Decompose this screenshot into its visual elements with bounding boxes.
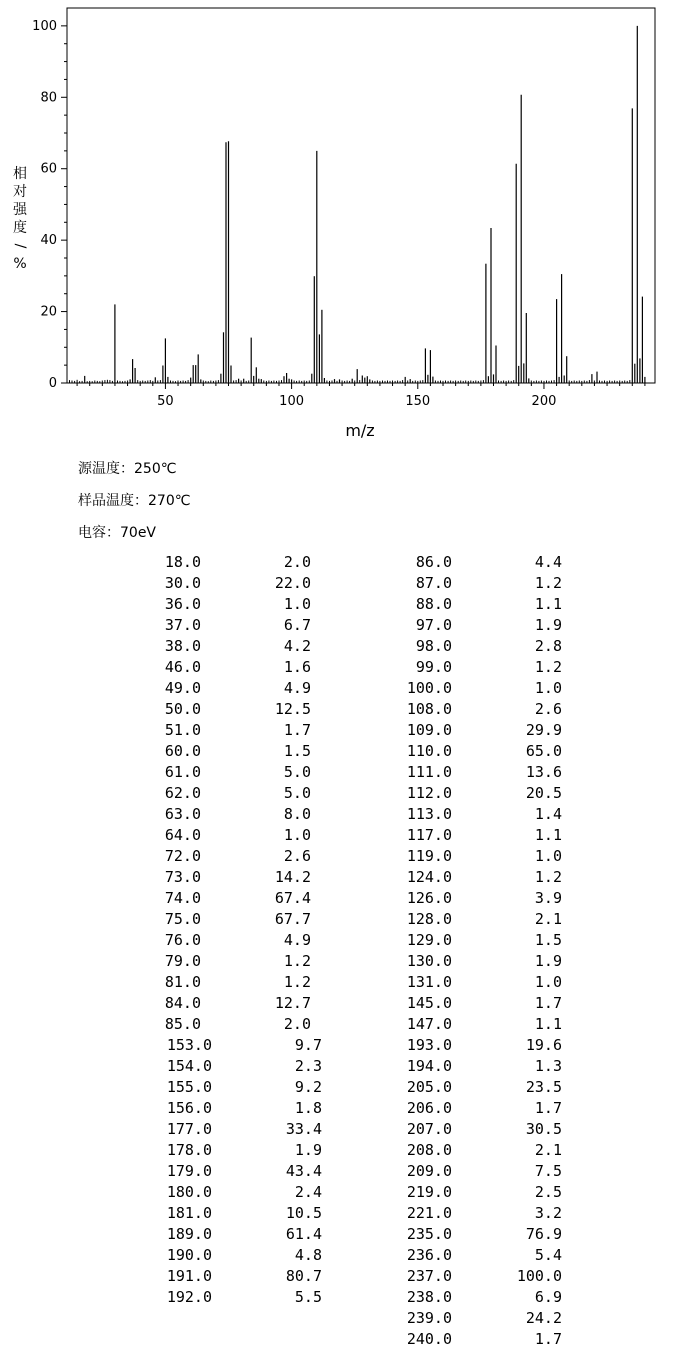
peak-abundance: 12.5: [274, 700, 311, 718]
peak-table-row: [0, 1077, 680, 1098]
peak-mz: 98.0: [415, 637, 452, 655]
mass-spectrum-chart: [0, 0, 680, 450]
peak-table-row: [0, 1329, 680, 1350]
peak-abundance: 1.2: [283, 952, 311, 970]
peak-mz: 193.0: [406, 1036, 452, 1054]
peak-abundance: 2.6: [283, 847, 311, 865]
peak-mz: 190.0: [166, 1246, 212, 1264]
peak-abundance: 13.6: [525, 763, 562, 781]
peak-mz: 154.0: [166, 1057, 212, 1075]
peak-abundance: 1.0: [283, 826, 311, 844]
peak-table-row: [0, 993, 680, 1014]
peak-abundance: 3.9: [534, 889, 562, 907]
peak-mz: 38.0: [164, 637, 201, 655]
peak-table-row: [0, 1266, 680, 1287]
peak-abundance: 4.4: [534, 553, 562, 571]
peak-mz: 153.0: [166, 1036, 212, 1054]
peak-mz: 113.0: [406, 805, 452, 823]
peak-abundance: 1.9: [534, 616, 562, 634]
peak-mz: 51.0: [164, 721, 201, 739]
peak-abundance: 23.5: [525, 1078, 562, 1096]
peak-table-row: [0, 657, 680, 678]
peak-mz: 207.0: [406, 1120, 452, 1138]
peak-mz: 75.0: [164, 910, 201, 928]
peak-table-row: [0, 1245, 680, 1266]
peak-mz: 180.0: [166, 1183, 212, 1201]
peak-abundance: 20.5: [525, 784, 562, 802]
y-axis-label-char: %: [13, 256, 27, 272]
peak-mz: 192.0: [166, 1288, 212, 1306]
peak-mz: 178.0: [166, 1141, 212, 1159]
peak-abundance: 1.0: [534, 679, 562, 697]
peak-mz: 86.0: [415, 553, 452, 571]
peak-table-row: [0, 1182, 680, 1203]
peak-mz: 219.0: [406, 1183, 452, 1201]
peak-mz: 236.0: [406, 1246, 452, 1264]
peak-table-row: [0, 1119, 680, 1140]
peak-mz: 145.0: [406, 994, 452, 1012]
peak-mz: 239.0: [406, 1309, 452, 1327]
peak-abundance: 4.9: [283, 931, 311, 949]
y-tick-label: 80: [40, 90, 57, 106]
peak-mz: 79.0: [164, 952, 201, 970]
peak-table-row: [0, 804, 680, 825]
condition-electron-energy: [78, 522, 156, 542]
peak-abundance: 1.2: [534, 574, 562, 592]
peak-mz: 240.0: [406, 1330, 452, 1348]
peak-table-row: [0, 573, 680, 594]
peak-abundance: 5.0: [283, 763, 311, 781]
peak-table-row: [0, 1056, 680, 1077]
condition-label: 电容：: [78, 525, 120, 541]
peak-mz: 238.0: [406, 1288, 452, 1306]
y-axis-label-char: 相: [13, 166, 27, 182]
peak-bars: [70, 26, 645, 383]
peak-table-row: [0, 1308, 680, 1329]
peak-mz: 126.0: [406, 889, 452, 907]
x-tick-label: 100: [279, 394, 305, 409]
peak-mz: 130.0: [406, 952, 452, 970]
peak-mz: 129.0: [406, 931, 452, 949]
peak-abundance: 19.6: [525, 1036, 562, 1054]
peak-abundance: 9.2: [294, 1078, 322, 1096]
condition-value: 250℃: [134, 461, 177, 477]
y-tick-label: 60: [40, 161, 57, 177]
peak-abundance: 1.7: [534, 1099, 562, 1117]
y-tick-label: 0: [48, 376, 57, 391]
peak-table-row: [0, 930, 680, 951]
peak-table-row: [0, 615, 680, 636]
peak-abundance: 1.1: [534, 595, 562, 613]
peak-mz: 87.0: [415, 574, 452, 592]
peak-mz: 97.0: [415, 616, 452, 634]
peak-mz: 61.0: [164, 763, 201, 781]
peak-table-row: [0, 1224, 680, 1245]
peak-table-row: [0, 1203, 680, 1224]
condition-label: 源温度：: [78, 461, 134, 477]
peak-abundance: 1.7: [534, 994, 562, 1012]
peak-mz: 208.0: [406, 1141, 452, 1159]
peak-mz: 88.0: [415, 595, 452, 613]
peak-abundance: 61.4: [285, 1225, 322, 1243]
x-tick-label: 150: [405, 394, 431, 409]
condition-sample-temperature: [78, 490, 190, 510]
peak-abundance: 1.0: [283, 595, 311, 613]
peak-table-row: [0, 783, 680, 804]
peak-table-row: [0, 888, 680, 909]
peak-abundance: 8.0: [283, 805, 311, 823]
peak-mz: 147.0: [406, 1015, 452, 1033]
peak-mz: 85.0: [164, 1015, 201, 1033]
peak-abundance: 10.5: [285, 1204, 322, 1222]
x-tick-label: 200: [531, 394, 557, 409]
peak-abundance: 2.0: [283, 553, 311, 571]
peak-mz: 18.0: [164, 553, 201, 571]
peak-abundance: 1.4: [534, 805, 562, 823]
peak-mz: 64.0: [164, 826, 201, 844]
peak-abundance: 4.9: [283, 679, 311, 697]
peak-mz: 72.0: [164, 847, 201, 865]
peak-abundance: 65.0: [525, 742, 562, 760]
peak-mz: 155.0: [166, 1078, 212, 1096]
peak-mz: 119.0: [406, 847, 452, 865]
peak-abundance: 1.3: [534, 1057, 562, 1075]
peak-mz: 156.0: [166, 1099, 212, 1117]
peak-table-row: [0, 972, 680, 993]
peak-abundance: 1.7: [534, 1330, 562, 1348]
peak-abundance: 2.1: [534, 1141, 562, 1159]
peak-mz: 73.0: [164, 868, 201, 886]
peak-mz: 81.0: [164, 973, 201, 991]
peak-abundance: 2.5: [534, 1183, 562, 1201]
peak-abundance: 2.4: [294, 1183, 322, 1201]
peak-abundance: 1.1: [534, 1015, 562, 1033]
peak-abundance: 2.1: [534, 910, 562, 928]
peak-mz: 189.0: [166, 1225, 212, 1243]
peak-mz: 194.0: [406, 1057, 452, 1075]
peak-table-row: [0, 552, 680, 573]
peak-abundance: 1.2: [283, 973, 311, 991]
peak-table-row: [0, 678, 680, 699]
y-axis-label-char: 对: [13, 184, 27, 200]
peak-mz: 37.0: [164, 616, 201, 634]
peak-mz: 84.0: [164, 994, 201, 1012]
peak-abundance: 1.5: [534, 931, 562, 949]
peak-abundance: 1.1: [534, 826, 562, 844]
peak-table-row: [0, 720, 680, 741]
peak-table-row: [0, 1035, 680, 1056]
peak-abundance: 1.6: [283, 658, 311, 676]
peak-mz: 62.0: [164, 784, 201, 802]
peak-abundance: 6.9: [534, 1288, 562, 1306]
y-axis-label-char: /: [12, 243, 28, 249]
peak-abundance: 1.7: [283, 721, 311, 739]
peak-table-row: [0, 636, 680, 657]
peak-mz: 111.0: [406, 763, 452, 781]
peak-abundance: 30.5: [525, 1120, 562, 1138]
peak-mz: 30.0: [164, 574, 201, 592]
peak-mz: 110.0: [406, 742, 452, 760]
y-tick-label: 100: [32, 18, 57, 34]
plot-frame: [67, 8, 655, 383]
peak-mz: 46.0: [164, 658, 201, 676]
peak-mz: 76.0: [164, 931, 201, 949]
peak-abundance: 1.2: [534, 658, 562, 676]
peak-mz: 109.0: [406, 721, 452, 739]
peak-mz: 177.0: [166, 1120, 212, 1138]
peak-mz: 131.0: [406, 973, 452, 991]
peak-mz: 235.0: [406, 1225, 452, 1243]
peak-table-row: [0, 1098, 680, 1119]
peak-mz: 221.0: [406, 1204, 452, 1222]
peak-abundance: 2.8: [534, 637, 562, 655]
y-tick-label: 40: [40, 233, 57, 249]
peak-abundance: 1.8: [294, 1099, 322, 1117]
peak-mz: 179.0: [166, 1162, 212, 1180]
peak-mz: 108.0: [406, 700, 452, 718]
peak-mz: 128.0: [406, 910, 452, 928]
peak-abundance: 7.5: [534, 1162, 562, 1180]
peak-mz: 209.0: [406, 1162, 452, 1180]
condition-value: 270℃: [148, 493, 191, 509]
peak-abundance: 22.0: [274, 574, 311, 592]
peak-abundance: 1.0: [534, 847, 562, 865]
peak-abundance: 1.9: [294, 1141, 322, 1159]
peak-abundance: 33.4: [285, 1120, 322, 1138]
peak-abundance: 2.6: [534, 700, 562, 718]
peak-mz: 191.0: [166, 1267, 212, 1285]
peak-mz: 206.0: [406, 1099, 452, 1117]
condition-value: 70eV: [120, 525, 157, 541]
y-axis-label-char: 度: [13, 220, 27, 236]
peak-mz: 99.0: [415, 658, 452, 676]
peak-table-row: [0, 1014, 680, 1035]
peak-mz: 60.0: [164, 742, 201, 760]
peak-table-row: [0, 1287, 680, 1308]
peak-table-row: [0, 867, 680, 888]
peak-mz: 63.0: [164, 805, 201, 823]
peak-abundance: 67.7: [274, 910, 311, 928]
peak-table-row: [0, 1140, 680, 1161]
y-axis-label: [12, 165, 28, 272]
peak-table-row: [0, 846, 680, 867]
peak-mz: 237.0: [406, 1267, 452, 1285]
peak-abundance: 4.2: [283, 637, 311, 655]
peak-abundance: 5.5: [294, 1288, 322, 1306]
x-tick-label: 50: [157, 394, 174, 409]
x-axis-ticks: [77, 383, 645, 409]
peak-mz: 205.0: [406, 1078, 452, 1096]
peak-abundance: 1.0: [534, 973, 562, 991]
peak-abundance: 1.5: [283, 742, 311, 760]
peak-table-row: [0, 909, 680, 930]
peak-mz: 74.0: [164, 889, 201, 907]
condition-label: 样品温度：: [78, 493, 148, 509]
peak-mz: 49.0: [164, 679, 201, 697]
peak-mz: 50.0: [164, 700, 201, 718]
peak-abundance: 14.2: [274, 868, 311, 886]
peak-abundance: 5.4: [534, 1246, 562, 1264]
peak-table-row: [0, 741, 680, 762]
peak-abundance: 2.3: [294, 1057, 322, 1075]
peak-table-row: [0, 825, 680, 846]
peak-table-row: [0, 951, 680, 972]
peak-mz: 112.0: [406, 784, 452, 802]
peak-abundance: 100.0: [516, 1267, 562, 1285]
y-tick-label: 20: [40, 304, 57, 320]
peak-abundance: 3.2: [534, 1204, 562, 1222]
y-axis-label-char: 强: [13, 202, 27, 218]
peak-abundance: 80.7: [285, 1267, 322, 1285]
peak-abundance: 6.7: [283, 616, 311, 634]
peak-mz: 117.0: [406, 826, 452, 844]
y-axis-ticks: [32, 19, 67, 391]
peak-table-row: [0, 762, 680, 783]
peak-abundance: 4.8: [294, 1246, 322, 1264]
peak-abundance: 43.4: [285, 1162, 322, 1180]
peak-table-row: [0, 699, 680, 720]
peak-abundance: 76.9: [525, 1225, 562, 1243]
peak-abundance: 9.7: [294, 1036, 322, 1054]
peak-abundance: 5.0: [283, 784, 311, 802]
peak-table-row: [0, 1161, 680, 1182]
peak-abundance: 12.7: [274, 994, 311, 1012]
peak-mz: 36.0: [164, 595, 201, 613]
peak-mz: 124.0: [406, 868, 452, 886]
peak-mz: 100.0: [406, 679, 452, 697]
peak-abundance: 2.0: [283, 1015, 311, 1033]
peak-abundance: 24.2: [525, 1309, 562, 1327]
peak-abundance: 67.4: [274, 889, 311, 907]
peak-table-row: [0, 594, 680, 615]
x-axis-label: m/z: [345, 421, 375, 440]
condition-source-temperature: [78, 458, 176, 478]
peak-abundance: 1.9: [534, 952, 562, 970]
peak-abundance: 1.2: [534, 868, 562, 886]
peak-mz: 181.0: [166, 1204, 212, 1222]
peak-abundance: 29.9: [525, 721, 562, 739]
